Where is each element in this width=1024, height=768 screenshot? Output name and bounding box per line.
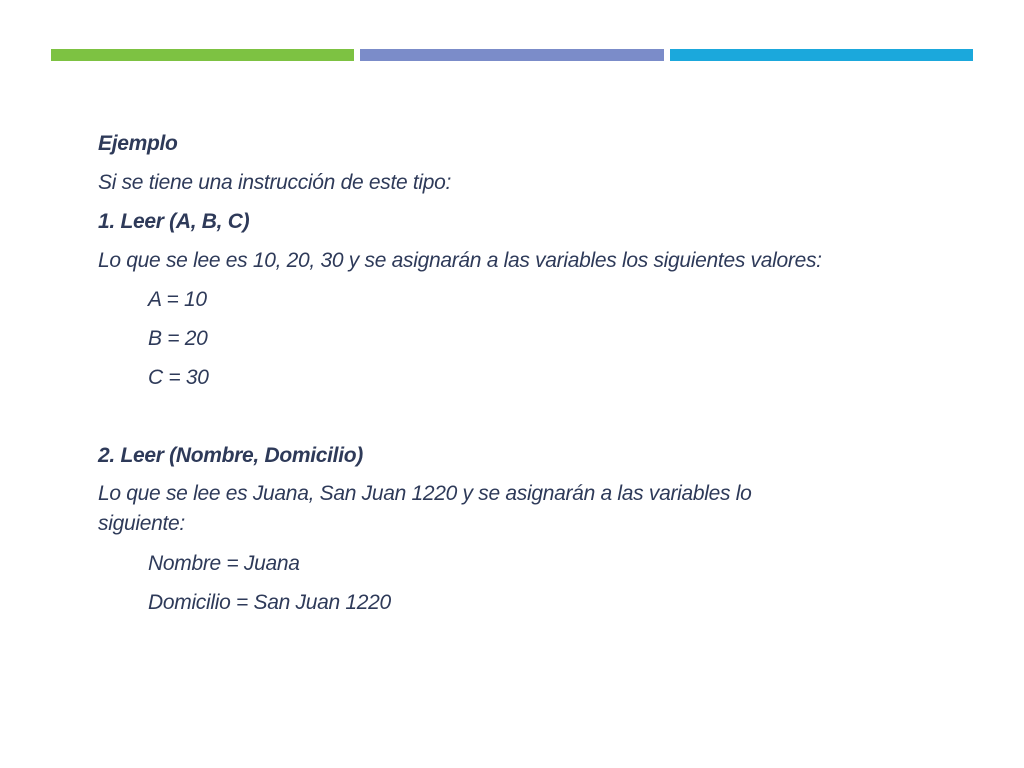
example1-instruction: 1. Leer (A, B, C) [98, 210, 250, 233]
accent-bar-green [51, 49, 354, 61]
accent-bar-blue-gray [360, 49, 663, 61]
accent-bar-cyan [670, 49, 973, 61]
assignment-nombre: Nombre = Juana [148, 552, 300, 575]
top-accent-bars [51, 49, 973, 61]
example1-description: Lo que se lee es 10, 20, 30 y se asignarán a las variables los siguientes valores: [98, 249, 822, 272]
example2-description: Lo que se lee es Juana, San Juan 1220 y se asignarán a las variables lo siguiente: [98, 482, 752, 535]
assignment-b: B = 20 [148, 327, 208, 350]
slide-content [98, 124, 898, 622]
intro-text: Si se tiene una instrucción de este tipo: [98, 171, 452, 194]
assignment-domicilio: Domicilio = San Juan 1220 [148, 591, 391, 614]
assignment-a: A = 10 [148, 288, 207, 311]
example2-instruction: 2. Leer (Nombre, Domicilio) [98, 444, 363, 467]
heading: Ejemplo [98, 132, 178, 155]
assignment-c: C = 30 [148, 366, 209, 389]
